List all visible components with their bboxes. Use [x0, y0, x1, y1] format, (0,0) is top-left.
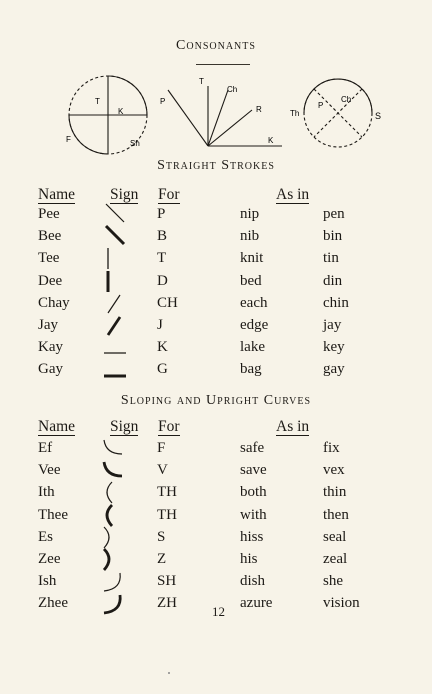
example-word-1: bed	[240, 272, 262, 289]
table-row	[0, 206, 432, 228]
example-word-2: din	[323, 272, 343, 289]
zhee-sign-icon	[98, 589, 134, 617]
diagram-1-label-k: K	[118, 107, 124, 116]
example-word-2: seal	[323, 528, 347, 545]
consonant-letter: G	[157, 361, 168, 378]
table-row	[0, 507, 432, 529]
consonant-letter: TH	[157, 484, 177, 501]
example-word-2: jay	[323, 317, 342, 333]
header-name: Name	[38, 418, 76, 435]
table-row	[0, 440, 432, 462]
example-word-1: nib	[240, 228, 260, 245]
consonant-letter: B	[157, 228, 168, 245]
speck	[168, 672, 170, 674]
table-row	[0, 250, 432, 272]
consonant-name: Dee	[38, 272, 63, 289]
example-word-1: azure	[240, 595, 273, 612]
header-as-in: As in	[276, 186, 310, 203]
example-word-1: lake	[240, 339, 265, 356]
consonant-letter: P	[157, 206, 166, 222]
example-word-2: fix	[323, 440, 340, 456]
consonant-letter: TH	[157, 506, 177, 523]
table-row	[0, 484, 432, 506]
diagram-2-label-ch: Ch	[227, 85, 238, 94]
consonant-letter: D	[157, 272, 168, 289]
page-title: Consonants	[176, 38, 256, 53]
header-sign: Sign	[110, 186, 139, 203]
header-as-in: As in	[276, 418, 310, 435]
consonant-name: Kay	[38, 339, 63, 356]
diagram-3-label-p: P	[318, 101, 324, 110]
example-word-2: vex	[323, 462, 345, 479]
example-word-2: vision	[323, 595, 360, 612]
example-word-1: each	[240, 294, 268, 311]
example-word-2: pen	[323, 206, 345, 222]
table-row	[0, 529, 432, 551]
diagram-3-label-s: S	[375, 111, 382, 121]
consonant-name: Ef	[38, 440, 53, 456]
consonant-name: Jay	[38, 317, 58, 333]
diagram-1-label-sh: Sh	[130, 139, 140, 148]
example-word-1: hiss	[240, 528, 264, 545]
example-word-1: both	[240, 484, 267, 501]
diagram-1-label-t: T	[95, 97, 100, 106]
consonant-name: Gay	[38, 361, 63, 378]
diagram-2-label-p: P	[160, 97, 166, 106]
consonant-letter: S	[157, 528, 166, 545]
diagram-1-label-f: F	[66, 135, 71, 144]
curves-title: Sloping and Upright Curves	[120, 393, 312, 408]
example-word-1: nip	[240, 206, 260, 222]
example-word-1: with	[240, 506, 267, 523]
diagram-2-label-k: K	[268, 136, 274, 145]
consonant-name: Zee	[38, 551, 61, 567]
example-word-2: then	[323, 506, 349, 523]
table-row	[0, 273, 432, 295]
example-word-1: save	[240, 462, 267, 479]
header-for: For	[158, 418, 180, 435]
gay-sign-icon	[98, 355, 134, 383]
table-row	[0, 573, 432, 595]
table-row	[0, 339, 432, 361]
example-word-2: tin	[323, 250, 339, 267]
example-word-2: thin	[323, 484, 347, 501]
table-row	[0, 361, 432, 383]
straight-strokes-title: Straight Strokes	[157, 158, 275, 173]
consonant-letter: SH	[157, 573, 177, 590]
example-word-1: edge	[240, 317, 269, 333]
example-word-2: key	[323, 339, 345, 356]
consonant-name: Es	[38, 528, 53, 545]
consonant-name: Chay	[38, 294, 70, 311]
consonant-name: Zhee	[38, 595, 68, 612]
example-word-2: she	[323, 573, 343, 590]
consonant-name: Ith	[38, 484, 55, 501]
consonant-name: Thee	[38, 506, 68, 523]
example-word-1: safe	[240, 440, 265, 456]
consonant-letter: K	[157, 339, 168, 356]
title-rule	[196, 64, 250, 65]
diagram-circle-2	[304, 79, 372, 147]
example-word-2: bin	[323, 228, 343, 245]
diagram-2-label-r: R	[256, 105, 262, 114]
header-for: For	[158, 186, 180, 203]
example-word-1: his	[240, 551, 258, 567]
header-name: Name	[38, 186, 76, 203]
table-row	[0, 317, 432, 339]
consonant-name: Bee	[38, 228, 62, 245]
consonant-letter: ZH	[157, 595, 177, 612]
example-word-1: bag	[240, 361, 262, 378]
diagram-2-label-t: T	[199, 77, 204, 86]
table-row	[0, 295, 432, 317]
example-word-1: knit	[240, 250, 264, 267]
diagram-3-label-ch: Ch	[341, 95, 352, 104]
consonant-letter: CH	[157, 294, 178, 311]
table-row	[0, 551, 432, 573]
example-word-2: gay	[323, 361, 345, 378]
example-word-2: chin	[323, 294, 349, 311]
table-row	[0, 462, 432, 484]
consonant-diagrams	[0, 70, 432, 160]
example-word-1: dish	[240, 573, 266, 590]
page-number: 12	[212, 604, 225, 619]
consonant-name: Vee	[38, 462, 61, 479]
consonant-name: Ish	[38, 573, 57, 590]
consonant-name: Tee	[38, 250, 60, 267]
example-word-2: zeal	[323, 551, 348, 567]
consonant-letter: J	[157, 317, 163, 333]
table-row	[0, 228, 432, 250]
consonant-letter: F	[157, 440, 166, 456]
diagram-rays	[168, 86, 282, 146]
consonant-name: Pee	[38, 206, 60, 222]
diagram-3-label-th: Th	[290, 109, 300, 118]
consonant-letter: T	[157, 250, 167, 267]
consonant-letter: Z	[157, 551, 167, 567]
header-sign: Sign	[110, 418, 139, 435]
consonant-letter: V	[157, 462, 168, 479]
